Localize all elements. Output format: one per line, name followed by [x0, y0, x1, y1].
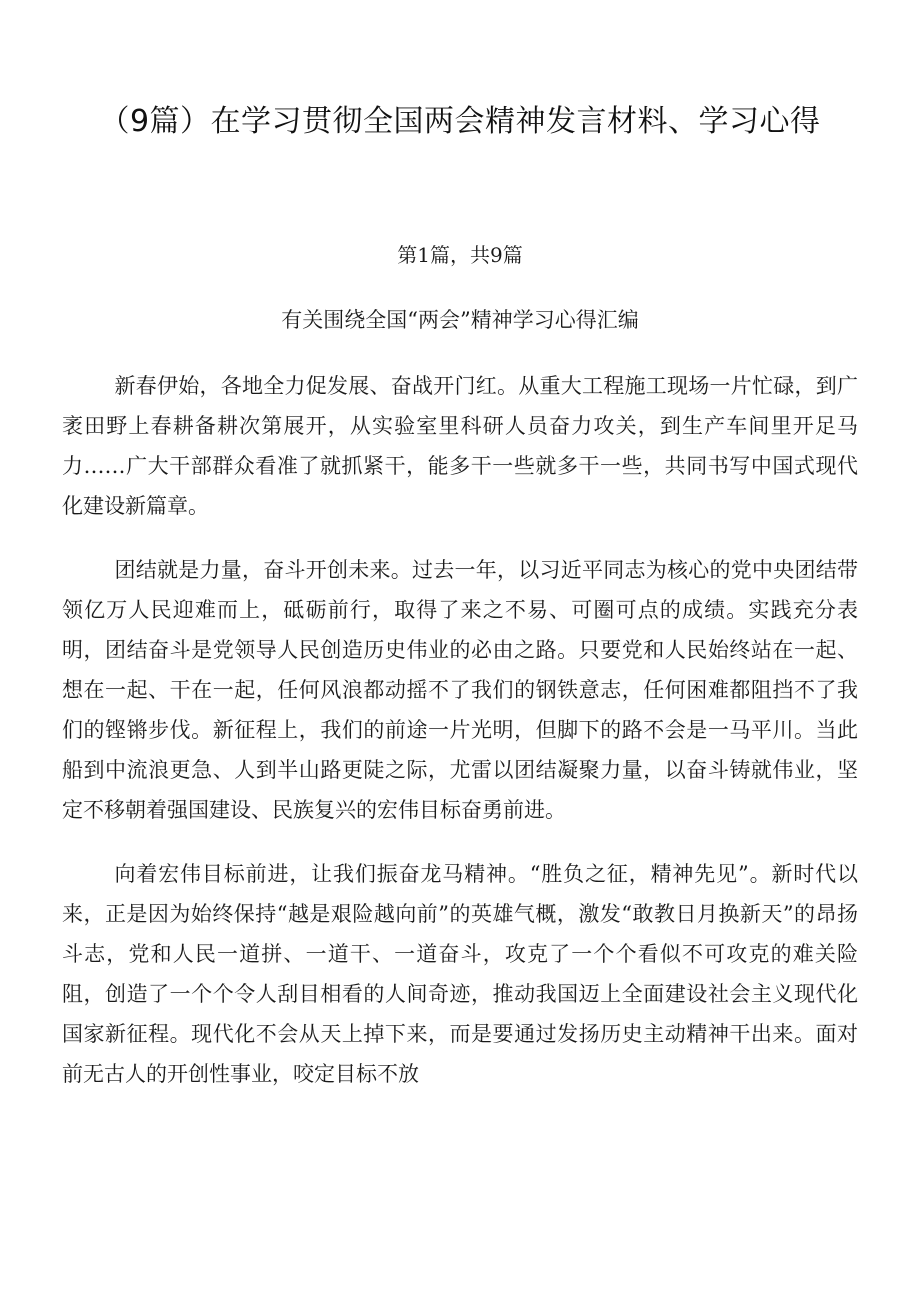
- section-subtitle: 有关围绕全国“两会”精神学习心得汇编: [281, 308, 639, 332]
- body-text: [62, 366, 858, 1118]
- part-label: 第1篇，共9篇: [397, 243, 523, 267]
- paragraph: 向着宏伟目标前进，让我们振奋龙马精神。“胜负之征，精神先见”。新时代以来，正是因为始终保持“越是艰险越向前”的英雄气概，激发“敢教日月换新天”的昂扬斗志，党和人民一道拼、一道干、一道奋斗，攻克了一个个看似不可攻克的难关险阻，创造了一个个令人刮目相看的人间奇迹，推动我国迈上全面建设社会主义现代化国家新征程。现代化不会从天上掉下来，而是要通过发扬历史主动精神干出来。面对前无古人的开创性事业，咬定目标不放: [62, 862, 858, 1086]
- paragraph: 新春伊始，各地全力促发展、奋战开门红。从重大工程施工现场一片忙碌，到广袤田野上春耕备耕次第展开，从实验室里科研人员奋力攻关，到生产车间里开足马力……广大干部群众看准了就抓紧干，能多干一些就多干一些，共同书写中国式现代化建设新篇章。: [62, 374, 858, 518]
- paragraph: 团结就是力量，奋斗开创未来。过去一年，以习近平同志为核心的党中央团结带领亿万人民迎难而上，砥砺前行，取得了来之不易、可圈可点的成绩。实践充分表明，团结奋斗是党领导人民创造历史伟业的必由之路。只要党和人民始终站在一起、想在一起、干在一起，任何风浪都动摇不了我们的钢铁意志，任何困难都阻挡不了我们的铿锵步伐。新征程上，我们的前途一片光明，但脚下的路不会是一马平川。当此船到中流浪更急、人到半山路更陡之际，尤雷以团结凝聚力量，以奋斗铸就伟业，坚定不移朝着强国建设、民族复兴的宏伟目标奋勇前进。: [62, 558, 858, 822]
- document-title: （9篇）在学习贯彻全国两会精神发言材料、学习心得: [99, 104, 821, 139]
